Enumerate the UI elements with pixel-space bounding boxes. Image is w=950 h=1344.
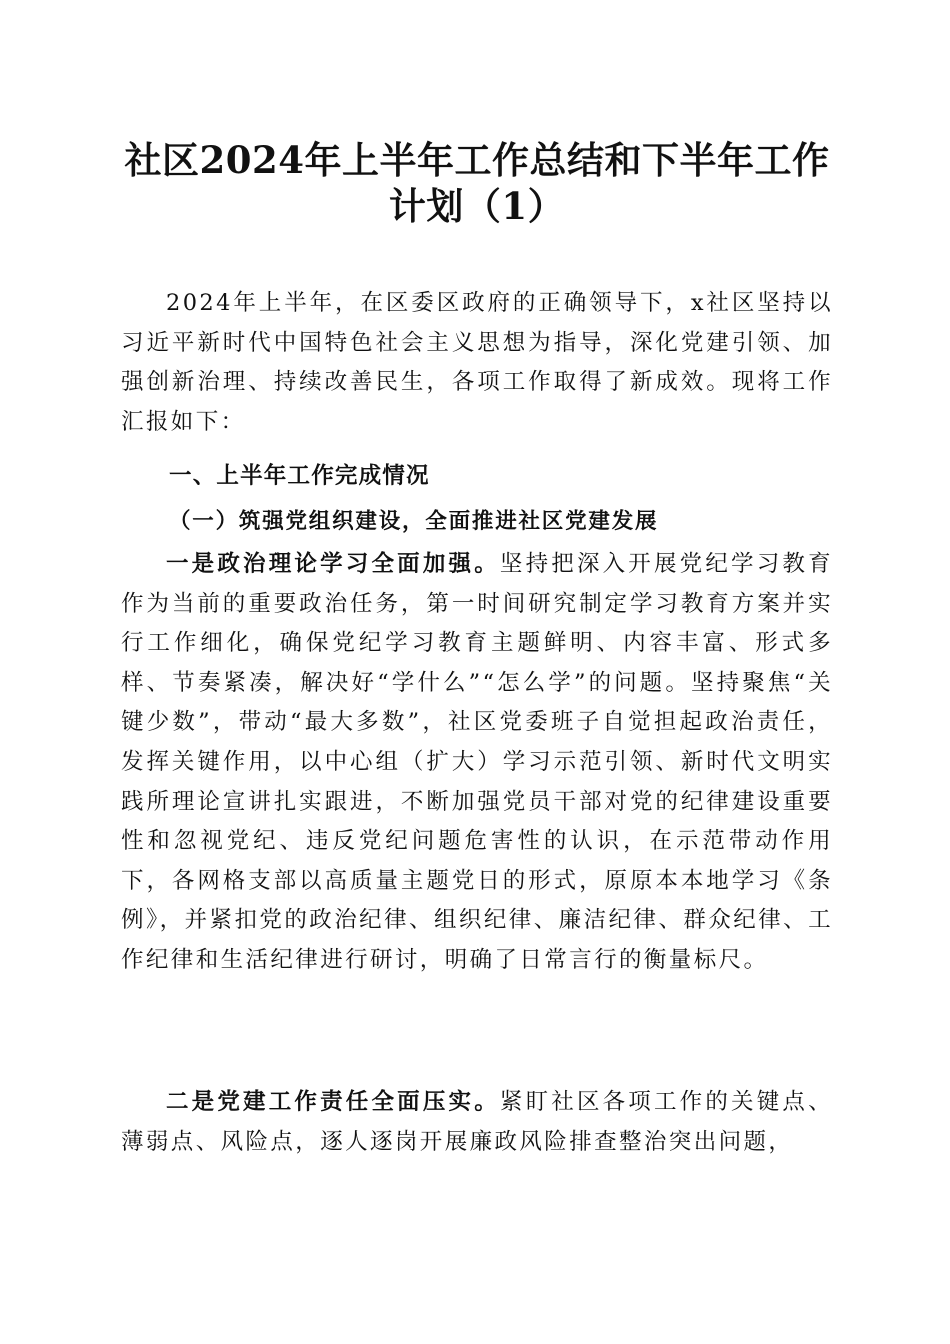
paragraph-body: 坚持把深入开展党纪学习教育作为当前的重要政治任务，第一时间研究制定学习教育方案并实行工作细化，确保党纪学习教育主题鲜明、内容丰富、形式多样、节奏紧凑，解决好“学什么”“怎么学”的问题。坚持聚焦“关键少数”，带动“最大多数”，社区党委班子自觉担起政治责任，发挥关键作用，以中心组（扩大）学习示范引领、新时代文明实践所理论宣讲扎实跟进，不断加强党员干部对党的纪律建设重要性和忽视党纪、违反党纪问题危害性的认识，在示范带动作用下，各网格支部以高质量主题党日的形式，原原本本地学习《条例》，并紧扣党的政治纪律、组织纪律、廉洁纪律、群众纪律、工作纪律和生活纪律进行研讨，明确了日常言行的衡量标尺。: [121, 551, 833, 973]
section-heading: 一、上半年工作完成情况: [169, 463, 430, 489]
paragraph-body: 紧盯社区各项工作的关键点、薄弱点、风险点，逐人逐岗开展廉政风险排查整治突出问题，: [121, 1089, 833, 1155]
document-title: 社区2024年上半年工作总结和下半年工作计划（1）: [124, 138, 830, 228]
paragraph-political-study: [121, 545, 833, 981]
paragraph-lead: 二是党建工作责任全面压实。: [166, 1089, 500, 1115]
subsection-heading: （一）筑强党组织建设，全面推进社区党建发展: [169, 509, 659, 534]
intro-paragraph: 2024年上半年，在区委区政府的正确领导下，x社区坚持以习近平新时代中国特色社会主义思想为指导，深化党建引领、加强创新治理、持续改善民生，各项工作取得了新成效。现将工作汇报如下：: [121, 290, 833, 435]
paragraph-lead: 一是政治理论学习全面加强。: [166, 551, 500, 577]
paragraph-party-responsibility: [121, 1083, 833, 1162]
